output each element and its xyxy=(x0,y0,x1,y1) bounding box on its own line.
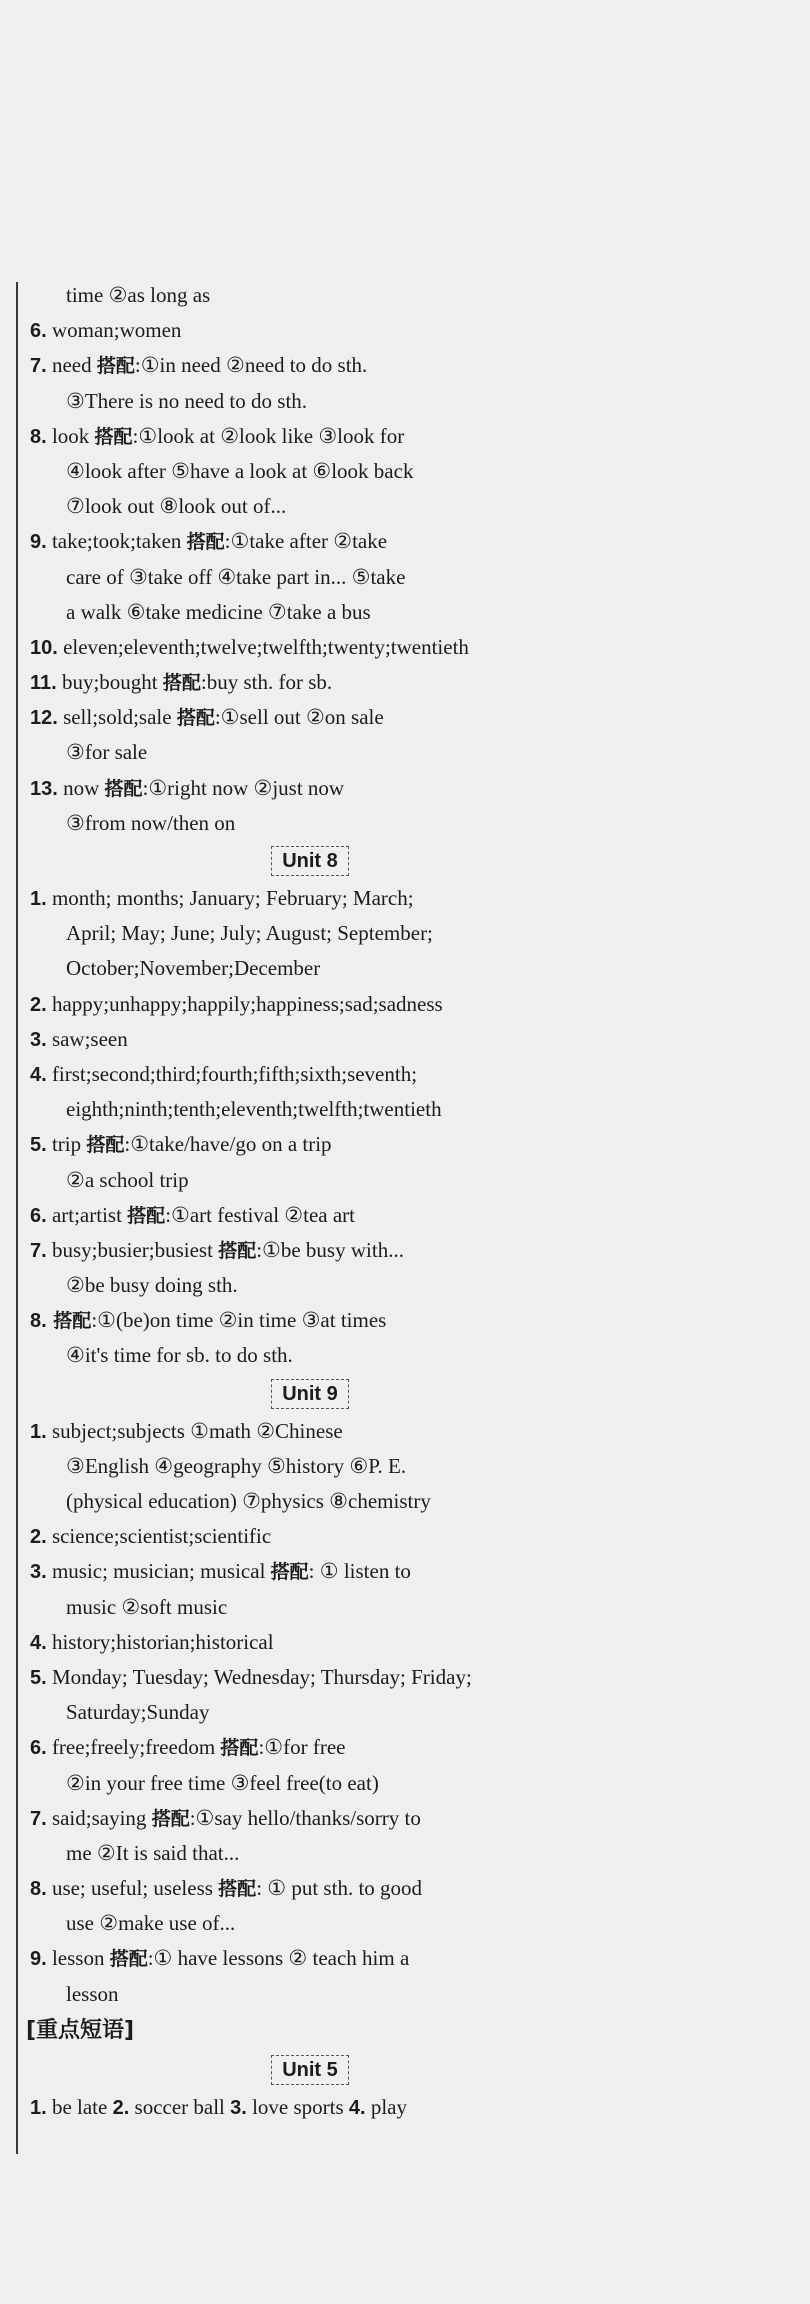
entry-number: 10. xyxy=(30,636,58,659)
entry-9 xyxy=(30,524,590,559)
line xyxy=(30,1338,590,1373)
entry-number: 1. xyxy=(30,1420,47,1443)
line xyxy=(30,1092,590,1127)
entry-number: 13. xyxy=(30,777,58,800)
entry-number: 12. xyxy=(30,707,58,730)
text: Monday; Tuesday; Wednesday; Thursday; Friday; xyxy=(46,1664,472,1689)
text: :①look at ②look like ③look for xyxy=(132,423,405,448)
collocation-label: 搭配 xyxy=(220,1737,259,1760)
collocation-label: 搭配 xyxy=(186,531,225,554)
text: ②a school trip xyxy=(66,1167,189,1192)
collocation-label: 搭配 xyxy=(162,672,201,695)
line xyxy=(30,560,590,595)
unit-heading xyxy=(30,1374,590,1414)
line xyxy=(30,1977,590,2012)
text: play xyxy=(365,2094,407,2119)
line xyxy=(30,1484,590,1519)
collocation-label: 搭配 xyxy=(218,1878,257,1901)
text: woman;women xyxy=(46,318,182,343)
text: lesson xyxy=(46,1946,110,1971)
text: look xyxy=(46,423,95,448)
entry-3 xyxy=(30,1554,590,1589)
entry-number: 6. xyxy=(30,1737,47,1760)
text: :①art festival ②tea art xyxy=(165,1202,356,1227)
line xyxy=(30,1906,590,1941)
entry-number: 7. xyxy=(30,1239,47,1262)
text: April; May; June; July; August; September; xyxy=(66,921,433,946)
entry-4 xyxy=(30,1057,590,1092)
unit-heading xyxy=(30,2050,590,2090)
text: Saturday;Sunday xyxy=(66,1700,210,1725)
entry-number: 8. xyxy=(30,425,47,448)
entry-10 xyxy=(30,630,590,665)
entry-number: 1. xyxy=(30,888,47,910)
unit-5-label: Unit 5 xyxy=(271,2055,349,2085)
collocation-label: 搭配 xyxy=(218,1239,257,1262)
text: me ②It is said that... xyxy=(66,1840,240,1865)
line xyxy=(30,1695,590,1730)
text: ③from now/then on xyxy=(66,810,236,835)
text: use; useful; useless xyxy=(46,1876,219,1901)
text: :① have lessons ② teach him a xyxy=(147,1946,410,1971)
entry-number: 7. xyxy=(30,1807,47,1830)
text: now xyxy=(57,775,105,800)
text: first;second;third;fourth;fifth;sixth;seventh; xyxy=(46,1061,418,1086)
text: :①take after ②take xyxy=(224,529,388,554)
text: said;saying xyxy=(46,1805,152,1830)
entry-8 xyxy=(30,1303,590,1338)
entry-6 xyxy=(30,1198,590,1233)
text: month; months; January; February; March; xyxy=(46,886,414,910)
text: history;historian;historical xyxy=(46,1629,274,1654)
text: October;November;December xyxy=(66,956,321,981)
entry-number: 4. xyxy=(30,1631,47,1654)
text: music ②soft music xyxy=(66,1594,228,1619)
text: :①take/have/go on a trip xyxy=(124,1132,332,1157)
line xyxy=(30,806,590,841)
text: busy;busier;busiest xyxy=(46,1237,219,1262)
phrase-line xyxy=(30,2090,590,2125)
text: science;scientist;scientific xyxy=(46,1524,272,1549)
text: use ②make use of... xyxy=(66,1911,236,1936)
left-margin-rule xyxy=(16,282,18,2154)
collocation-label: 搭配 xyxy=(46,1310,92,1333)
entry-number: 1. xyxy=(30,2096,47,2119)
text: ②in your free time ③feel free(to eat) xyxy=(66,1770,379,1795)
line xyxy=(30,595,590,630)
text: eighth;ninth;tenth;eleventh;twelfth;twentieth xyxy=(66,1097,442,1122)
entry-5 xyxy=(30,1127,590,1162)
text: ⑦look out ⑧look out of... xyxy=(66,494,287,519)
entry-8 xyxy=(30,1871,590,1906)
text: : ① listen to xyxy=(308,1559,411,1584)
entry-2 xyxy=(30,1519,590,1554)
text: take;took;taken xyxy=(46,529,187,554)
line xyxy=(30,951,590,986)
entry-number: 8. xyxy=(30,1878,47,1901)
collocation-label: 搭配 xyxy=(151,1807,190,1830)
line xyxy=(30,454,590,489)
entry-number: 8. xyxy=(30,1310,47,1333)
line xyxy=(30,916,590,951)
text: ④look after ⑤have a look at ⑥look back xyxy=(66,458,414,483)
entry-4 xyxy=(30,1625,590,1660)
entry-7 xyxy=(30,1233,590,1268)
entry-6 xyxy=(30,1730,590,1765)
text: :buy sth. for sb. xyxy=(200,670,333,695)
text: be late xyxy=(46,2094,113,2119)
entry-number: 2. xyxy=(30,1526,47,1549)
text: :①be busy with... xyxy=(256,1237,404,1262)
text: :①sell out ②on sale xyxy=(214,705,384,730)
line xyxy=(30,1449,590,1484)
entry-number: 5. xyxy=(30,1666,47,1689)
line xyxy=(30,735,590,770)
entry-8 xyxy=(30,419,590,454)
entry-7 xyxy=(30,348,590,383)
entry-number: 4. xyxy=(348,2096,366,2119)
entry-number: 5. xyxy=(30,1134,47,1157)
entry-number: 7. xyxy=(30,355,47,378)
entry-number: 2. xyxy=(30,993,47,1016)
entry-1 xyxy=(30,1414,590,1449)
collocation-label: 搭配 xyxy=(127,1204,166,1227)
text: :①right now ②just now xyxy=(142,775,345,800)
text: happy;unhappy;happily;happiness;sad;sadness xyxy=(46,991,443,1016)
text: ④it's time for sb. to do sth. xyxy=(66,1343,293,1368)
entry-2 xyxy=(30,987,590,1022)
entry-number: 9. xyxy=(30,1948,47,1971)
text: sell;sold;sale xyxy=(57,705,177,730)
entry-number: 11. xyxy=(30,672,57,695)
entry-13 xyxy=(30,771,590,806)
entry-number: 6. xyxy=(30,320,47,343)
entry-number: 4. xyxy=(30,1063,47,1086)
text: music; musician; musical xyxy=(46,1559,271,1584)
text: need xyxy=(46,353,97,378)
text: lesson xyxy=(66,1981,119,2006)
text: time ②as long as xyxy=(66,283,211,307)
line xyxy=(30,1268,590,1303)
entry-3 xyxy=(30,1022,590,1057)
entry-7 xyxy=(30,1801,590,1836)
line xyxy=(30,1163,590,1198)
text: : ① put sth. to good xyxy=(256,1876,423,1901)
collocation-label: 搭配 xyxy=(176,707,215,730)
collocation-label: 搭配 xyxy=(104,777,143,800)
collocation-label: 搭配 xyxy=(270,1561,309,1584)
entry-number: 3. xyxy=(230,2096,247,2119)
entry-5 xyxy=(30,1660,590,1695)
line xyxy=(30,1766,590,1801)
text: :①(be)on time ②in time ③at times xyxy=(91,1308,387,1333)
text: ②be busy doing sth. xyxy=(66,1273,238,1298)
text: eleven;eleventh;twelve;twelfth;twenty;twentieth xyxy=(57,634,469,659)
text: subject;subjects ①math ②Chinese xyxy=(46,1418,343,1443)
text: ③There is no need to do sth. xyxy=(66,388,308,413)
line xyxy=(30,278,590,313)
text: saw;seen xyxy=(46,1026,128,1051)
entry-1 xyxy=(30,881,590,916)
vocabulary-column xyxy=(26,278,590,2125)
text: art;artist xyxy=(46,1202,128,1227)
entry-number: 6. xyxy=(30,1204,47,1227)
text: love sports xyxy=(246,2094,349,2119)
entry-12 xyxy=(30,700,590,735)
section-heading: [重点短语] xyxy=(26,2017,135,2043)
text: trip xyxy=(46,1132,87,1157)
text: ③English ④geography ⑤history ⑥P. E. xyxy=(66,1453,407,1478)
unit-8-label: Unit 8 xyxy=(271,846,349,876)
collocation-label: 搭配 xyxy=(109,1948,148,1971)
text: free;freely;freedom xyxy=(46,1735,221,1760)
entry-number: 2. xyxy=(112,2096,130,2119)
line xyxy=(30,489,590,524)
text: ③for sale xyxy=(66,740,148,765)
text: soccer ball xyxy=(129,2094,231,2119)
line xyxy=(30,1836,590,1871)
line xyxy=(30,1590,590,1625)
unit-9-label: Unit 9 xyxy=(271,1379,349,1409)
text: care of ③take off ④take part in... ⑤take xyxy=(66,564,406,589)
text: :①for free xyxy=(258,1735,346,1760)
text: :①say hello/thanks/sorry to xyxy=(189,1805,421,1830)
text: a walk ⑥take medicine ⑦take a bus xyxy=(66,599,371,624)
collocation-label: 搭配 xyxy=(86,1134,125,1157)
entry-9 xyxy=(30,1941,590,1976)
entry-6 xyxy=(30,313,590,348)
entry-number: 3. xyxy=(30,1028,47,1051)
entry-number: 9. xyxy=(30,531,47,554)
text: buy;bought xyxy=(56,670,163,695)
text: :①in need ②need to do sth. xyxy=(134,353,368,378)
entry-11 xyxy=(30,665,590,700)
text: (physical education) ⑦physics ⑧chemistry xyxy=(66,1489,431,1513)
line xyxy=(30,384,590,419)
entry-number: 3. xyxy=(30,1561,47,1584)
collocation-label: 搭配 xyxy=(96,355,135,378)
collocation-label: 搭配 xyxy=(94,425,133,448)
unit-heading xyxy=(30,841,590,881)
